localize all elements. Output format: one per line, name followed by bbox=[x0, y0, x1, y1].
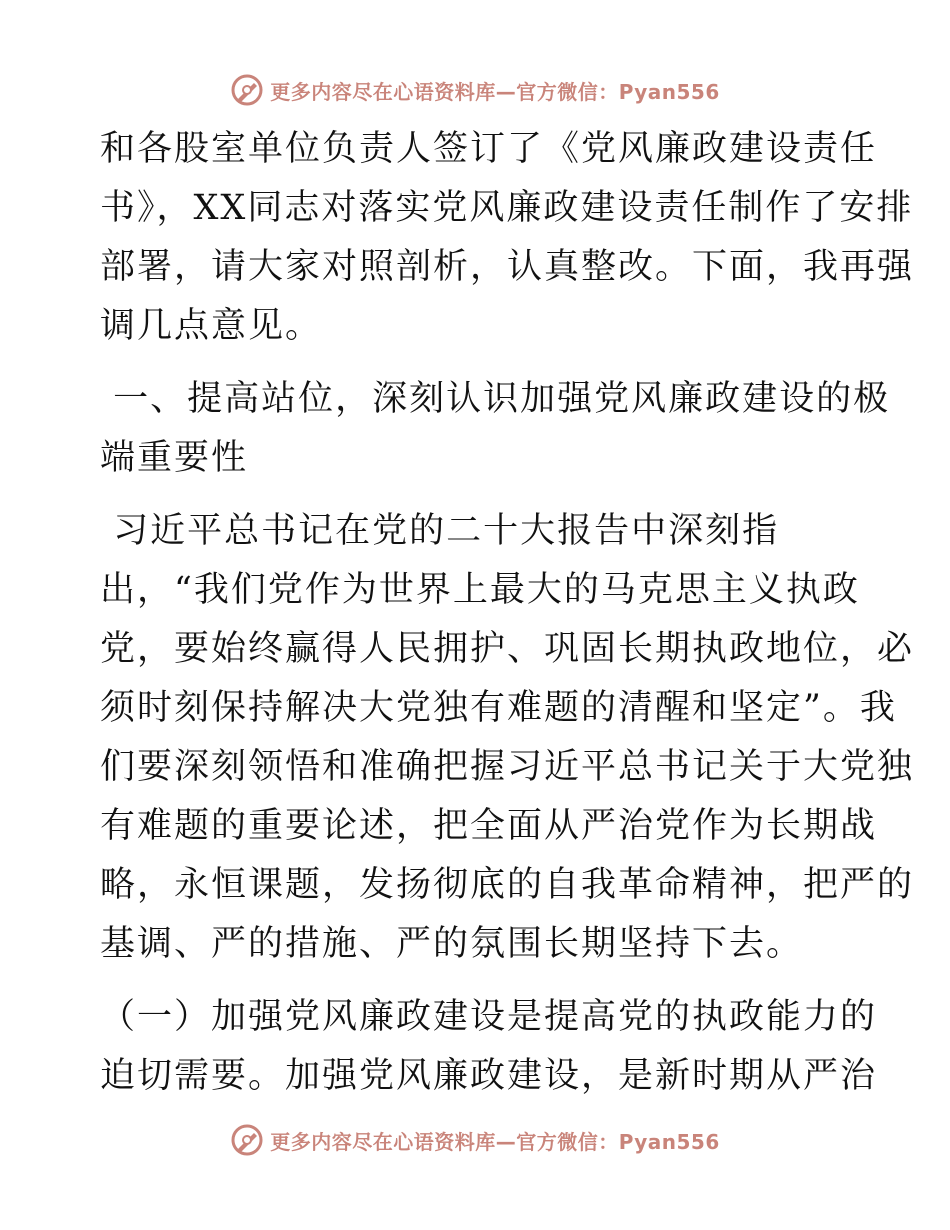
text-line: 迫切需要。加强党风廉政建设，是新时期从严治 bbox=[100, 1056, 878, 1096]
text-line: 习近平总书记在党的二十大报告中深刻指 bbox=[100, 511, 780, 551]
text-line: 端重要性 bbox=[100, 438, 249, 478]
text-line: 们要深刻领悟和准确把握习近平总书记关于大党独 bbox=[100, 747, 915, 787]
text-line: 出，“我们党作为世界上最大的马克思主义执政 bbox=[100, 570, 860, 610]
paragraph bbox=[100, 988, 878, 1106]
text-line: 有难题的重要论述，把全面从严治党作为长期战 bbox=[100, 806, 878, 846]
watermark-header bbox=[0, 70, 950, 110]
text-line: 书》，XX同志对落实党风廉政建设责任制作了安排 bbox=[100, 188, 914, 228]
pen-logo-icon bbox=[230, 1123, 264, 1157]
text-line: 略，永恒课题，发扬彻底的自我革命精神，把严的 bbox=[100, 865, 915, 905]
paragraph bbox=[100, 502, 915, 974]
text-line: 和各股室单位负责人签订了《党风廉政建设责任 bbox=[100, 129, 878, 169]
watermark-text: 更多内容尽在心语资料库—官方微信：Pyan556 bbox=[270, 79, 720, 104]
text-line: 部署，请大家对照剖析，认真整改。下面，我再强 bbox=[100, 247, 915, 287]
text-line: 须时刻保持解决大党独有难题的清醒和坚定”。我 bbox=[100, 688, 897, 728]
watermark-footer bbox=[0, 1120, 950, 1160]
watermark-text: 更多内容尽在心语资料库—官方微信：Pyan556 bbox=[270, 1129, 720, 1154]
pen-logo-icon bbox=[230, 73, 264, 107]
text-line: 一、提高站位，深刻认识加强党风廉政建设的极 bbox=[100, 379, 891, 419]
section-heading bbox=[100, 370, 891, 488]
paragraph bbox=[100, 120, 915, 356]
text-line: 基调、严的措施、严的氛围长期坚持下去。 bbox=[100, 924, 804, 964]
text-line: （一）加强党风廉政建设是提高党的执政能力的 bbox=[100, 997, 878, 1037]
text-line: 党，要始终赢得人民拥护、巩固长期执政地位，必 bbox=[100, 629, 915, 669]
document-body bbox=[100, 120, 915, 1106]
text-line: 调几点意见。 bbox=[100, 306, 323, 346]
